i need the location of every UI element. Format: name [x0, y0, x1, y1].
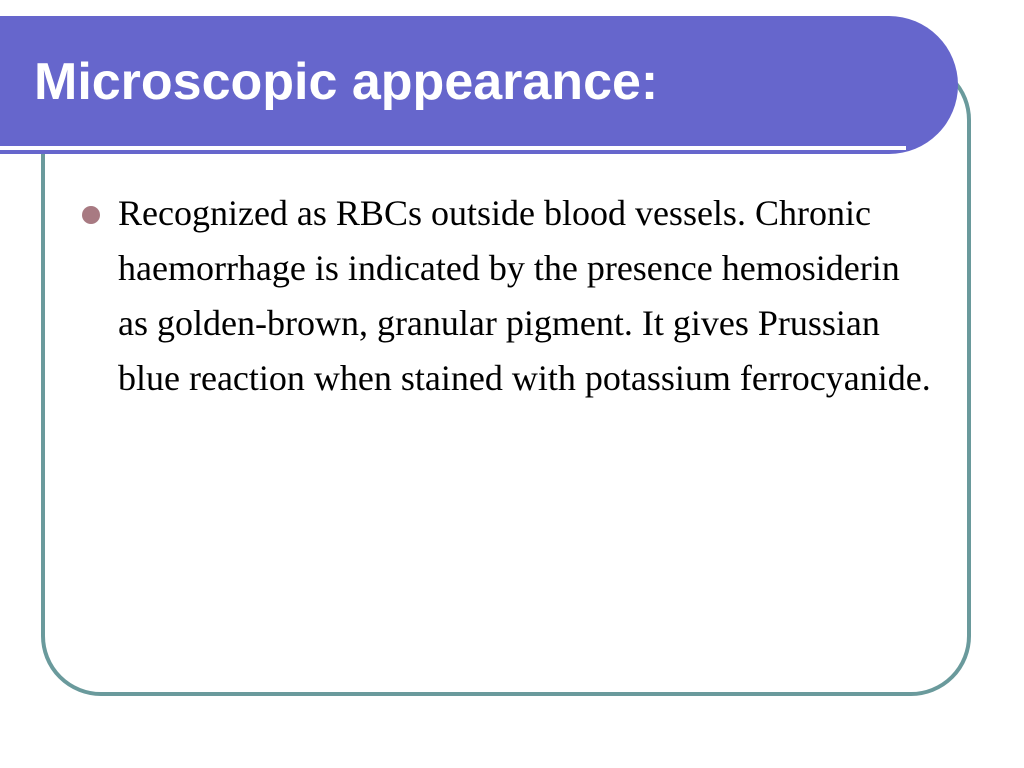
bullet-item — [82, 186, 932, 406]
title-underline — [0, 146, 906, 150]
slide-title: Microscopic appearance: — [34, 53, 659, 111]
bullet-text: Recognized as RBCs outside blood vessels. Chronic haemorrhage is indicated by the presence hemosiderin as golden-brown, granular pigment. It gives Prussian blue reaction when stained with potassium ferrocyanide. — [118, 193, 931, 398]
bullet-list — [82, 186, 932, 406]
title-bar — [0, 16, 958, 154]
bullet-dot-icon — [82, 206, 100, 224]
